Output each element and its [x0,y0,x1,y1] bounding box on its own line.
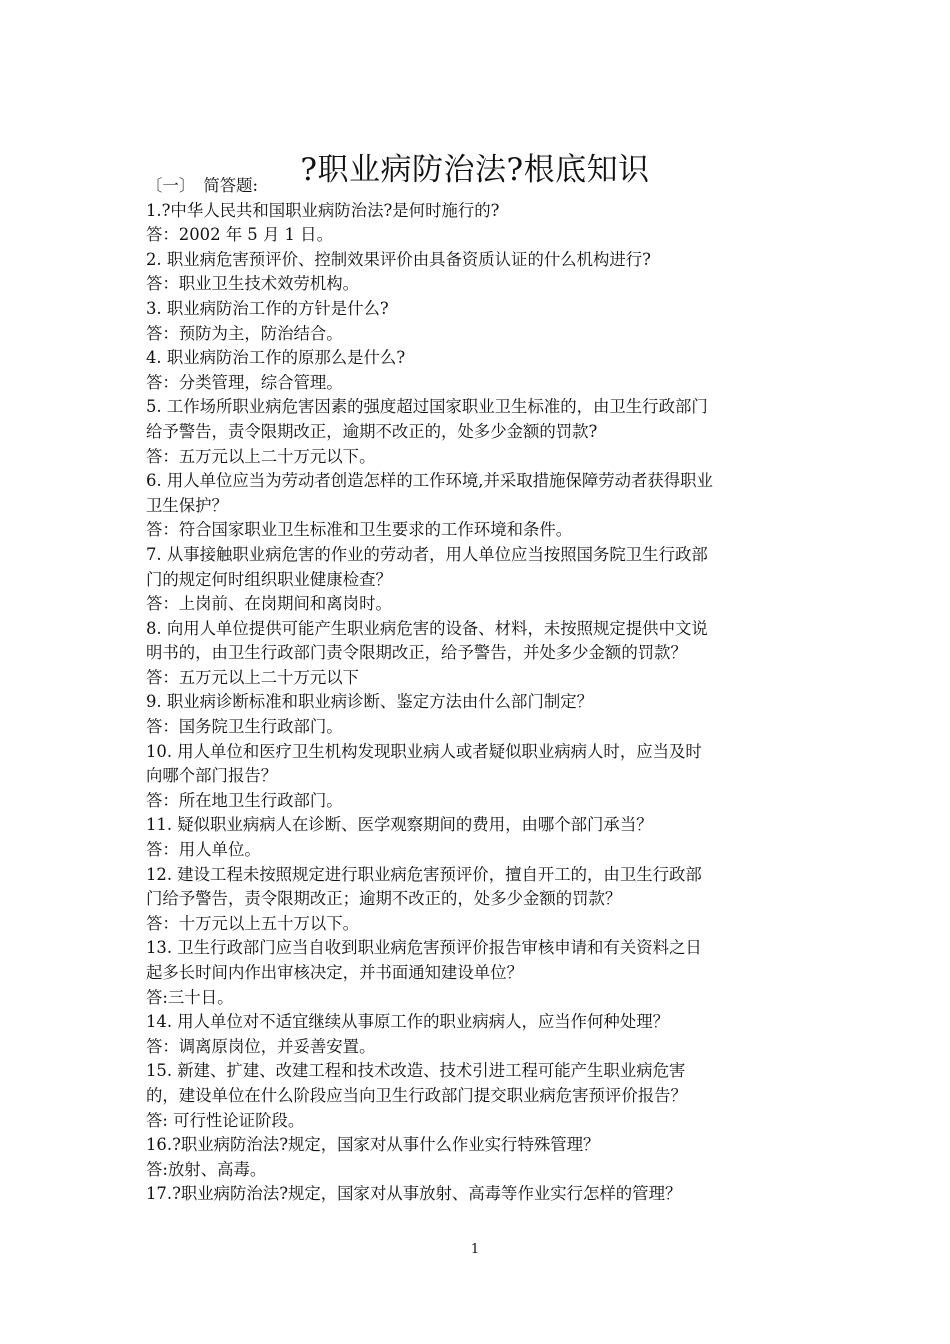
question-continuation-line: 门给予警告，责令限期改正；逾期不改正的，处多少金额的罚款？ [146,889,622,909]
answer-line: 答：五万元以上二十万元以下。 [146,446,376,466]
question-line: 12. 建设工程未按照规定进行职业病危害预评价，擅自开工的，由卫生行政部 [146,864,702,884]
answer-line: 答：所在地卫生行政部门。 [146,790,343,810]
answer-line: 答：调离原岗位，并妥善安置。 [146,1036,376,1056]
question-line: 3. 职业病防治工作的方针是什么? [146,298,389,318]
answer-line: 答：预防为主，防治结合。 [146,323,343,343]
question-line: 7. 从事接触职业病危害的作业的劳动者，用人单位应当按照国务院卫生行政部 [146,544,708,564]
answer-line: 答：十万元以上五十万以下。 [146,913,360,933]
question-line: 11. 疑似职业病病人在诊断、医学观察期间的费用，由哪个部门承当？ [146,815,653,835]
question-line: 8. 向用人单位提供可能产生职业病危害的设备、材料，未按照规定提供中文说 [146,618,708,638]
question-line: 17.?职业病防治法?规定，国家对从事放射、高毒等作业实行怎样的管理？ [146,1184,682,1204]
question-line: 16.?职业病防治法?规定，国家对从事什么作业实行特殊管理？ [146,1135,600,1155]
question-line: 15. 新建、扩建、改建工程和技术改造、技术引进工程可能产生职业病危害 [146,1061,686,1081]
answer-line: 答：职业卫生技术效劳机构。 [146,274,360,294]
document-body [146,174,811,1207]
question-line: 6. 用人单位应当为劳动者创造怎样的工作环境,并采取措施保障劳动者获得职业 [146,471,713,491]
document-title: ?职业病防治法?根底知识 [300,151,650,188]
section-heading: 〔一〕 简答题: [146,176,259,195]
answer-line: 答：2002 年 5 月 1 日。 [146,225,333,245]
answer-line: 答：用人单位。 [146,840,261,860]
question-continuation-line: 明书的，由卫生行政部门责令限期改正，给予警告，并处多少金额的罚款？ [146,643,687,663]
answer-line: 答：分类管理，综合管理。 [146,372,343,392]
question-line: 9. 职业病诊断标准和职业病诊断、鉴定方法由什么部门制定？ [146,692,594,712]
answer-line: 答：符合国家职业卫生标准和卫生要求的工作环境和条件。 [146,520,573,540]
question-continuation-line: 的，建设单位在什么阶段应当向卫生行政部门提交职业病危害预评价报告？ [146,1085,687,1105]
question-continuation-line: 门的规定何时组织职业健康检查？ [146,569,392,589]
answer-line: 答: 可行性论证阶段。 [146,1110,305,1130]
question-continuation-line: 起多长时间内作出审核决定，并书面通知建设单位？ [146,963,523,982]
question-line: 4. 职业病防治工作的原那么是什么? [146,348,406,368]
answer-line: 答：五万元以上二十万元以下 [146,667,360,687]
answer-line: 答:放射、高毒。 [146,1159,267,1179]
question-line: 13. 卫生行政部门应当自收到职业病危害预评价报告审核申请和有关资料之日 [146,938,702,958]
question-continuation-line: 卫生保护？ [146,495,228,515]
question-continuation-line: 向哪个部门报告？ [146,766,278,786]
question-continuation-line: 给予警告，责令限期改正，逾期不改正的，处多少金额的罚款? [146,421,598,441]
answer-line: 答：国务院卫生行政部门。 [146,717,343,737]
question-line: 2. 职业病危害预评价、控制效果评价由具备资质认证的什么机构进行? [146,249,651,269]
question-line: 1.?中华人民共和国职业病防治法?是何时施行的? [146,200,500,220]
question-line: 5. 工作场所职业病危害因素的强度超过国家职业卫生标准的，由卫生行政部门 [146,397,708,417]
page-number: 1 [470,1242,480,1257]
question-line: 14. 用人单位对不适宜继续从事原工作的职业病病人，应当作何种处理？ [146,1012,669,1032]
answer-line: 答：上岗前、在岗期间和离岗时。 [146,594,392,614]
answer-line: 答:三十日。 [146,987,234,1007]
question-line: 10. 用人单位和医疗卫生机构发现职业病人或者疑似职业病病人时，应当及时 [146,741,702,761]
